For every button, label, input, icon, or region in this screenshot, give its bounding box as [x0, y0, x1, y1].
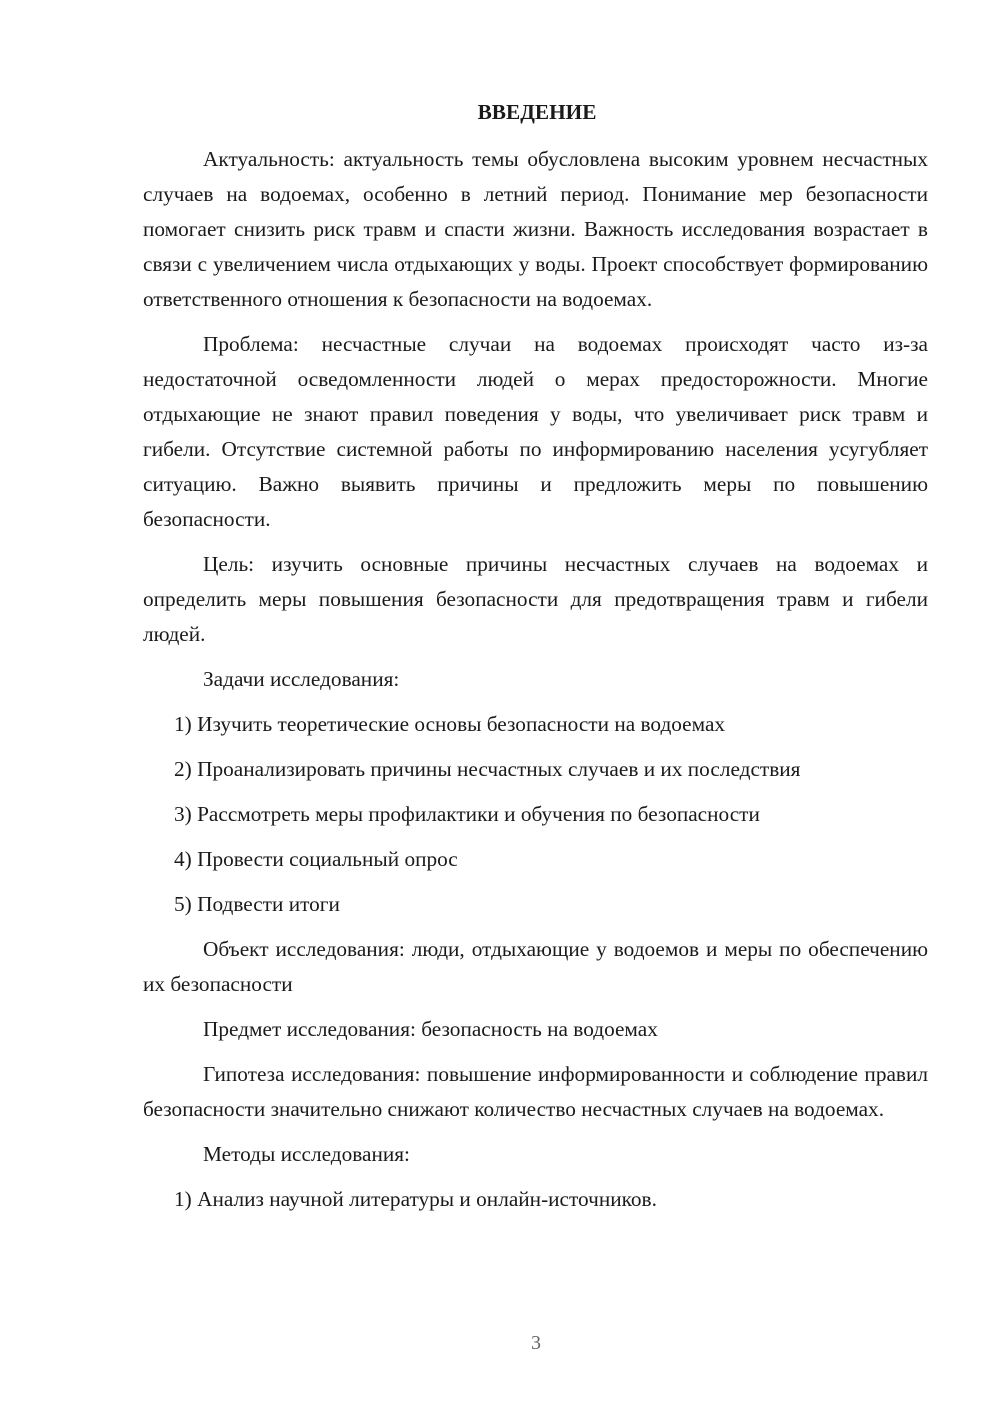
goal-paragraph: Цель: изучить основные причины несчастных случаев на водоемах и определить меры повышения безопасности для предотвращения травм и гибели людей.	[143, 552, 928, 646]
task-item: 4) Провести социальный опрос	[174, 847, 458, 871]
tasks-heading: Задачи исследования:	[203, 667, 400, 691]
task-item: 1) Изучить теоретические основы безопасности на водоемах	[174, 712, 726, 736]
page-number: 3	[531, 1332, 541, 1354]
page-title: ВВЕДЕНИЕ	[477, 100, 597, 124]
methods-heading: Методы исследования:	[203, 1142, 410, 1166]
task-item: 3) Рассмотреть меры профилактики и обучения по безопасности	[174, 802, 760, 826]
method-item: 1) Анализ научной литературы и онлайн-источников.	[174, 1187, 657, 1211]
subject-paragraph: Предмет исследования: безопасность на водоемах	[203, 1017, 658, 1041]
relevance-paragraph: Актуальность: актуальность темы обусловлена высоким уровнем несчастных случаев на водоемах, особенно в летний период. Понимание мер безопасности помогает снизить риск травм и спасти жизни. Важность исследования возрастает в связи с увеличением числа отдыхающих у воды. Проект способствует формированию ответственного отношения к безопасности на водоемах.	[143, 147, 928, 311]
task-item: 2) Проанализировать причины несчастных случаев и их последствия	[174, 757, 801, 781]
document-page	[143, 95, 928, 1227]
hypothesis-paragraph: Гипотеза исследования: повышение информированности и соблюдение правил безопасности значительно снижают количество несчастных случаев на водоемах.	[143, 1062, 928, 1121]
problem-paragraph: Проблема: несчастные случаи на водоемах происходят часто из-за недостаточной осведомленности людей о мерах предосторожности. Многие отдыхающие не знают правил поведения у воды, что увеличивает риск травм и гибели. Отсутствие системной работы по информированию населения усугубляет ситуацию. Важно выявить причины и предложить меры по повышению безопасности.	[143, 332, 928, 531]
object-paragraph: Объект исследования: люди, отдыхающие у водоемов и меры по обеспечению их безопасности	[143, 937, 928, 996]
task-item: 5) Подвести итоги	[174, 892, 340, 916]
